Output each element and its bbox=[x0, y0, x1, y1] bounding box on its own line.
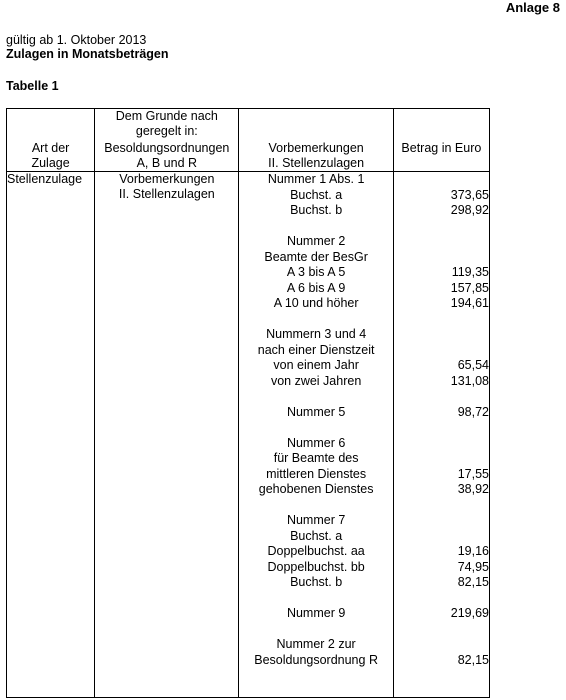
entry-amount: 17,55 bbox=[457, 466, 489, 481]
entry-amount-empty bbox=[394, 451, 489, 467]
entry-text: nach einer Dienstzeit bbox=[257, 342, 375, 357]
entry-text: A 10 und höher bbox=[273, 296, 359, 310]
header-top-col3 bbox=[239, 109, 393, 142]
header-col-pay-orders-line2: A, B und R bbox=[136, 156, 198, 170]
entry-text: Nummer 5 bbox=[286, 404, 346, 419]
cell-allowance-type: Stellenzulage bbox=[7, 172, 95, 698]
entry-amount-empty bbox=[394, 389, 489, 405]
header-col-preliminary-notes-line2: II. Stellenzulagen bbox=[268, 156, 365, 170]
entry-spacer bbox=[239, 312, 392, 328]
entry-amount-empty bbox=[394, 327, 489, 343]
allowance-table bbox=[6, 108, 490, 698]
entry-amount-empty bbox=[394, 343, 489, 359]
entry-amount-empty bbox=[394, 637, 489, 653]
entry-text: Buchst. a bbox=[290, 528, 343, 543]
entry-amount: 38,92 bbox=[457, 482, 489, 496]
entry-text: mittleren Dienstes bbox=[266, 466, 367, 481]
table-header-top-row bbox=[7, 109, 490, 142]
entry-amount-empty bbox=[394, 420, 489, 436]
cell-pay-orders-line2: II. Stellenzulagen bbox=[118, 187, 215, 201]
entry-text: gehobenen Dienstes bbox=[258, 482, 374, 496]
entry-amount-empty bbox=[394, 219, 489, 235]
entry-amount-empty bbox=[394, 172, 489, 188]
cell-preliminary-notes bbox=[239, 172, 393, 698]
entry-text: Nummer 7 bbox=[286, 513, 346, 527]
entry-text: Nummer 6 bbox=[286, 435, 346, 450]
entry-amount: 298,92 bbox=[450, 203, 489, 217]
header-top-col1 bbox=[7, 109, 95, 142]
header-col-type-line2: Zulage bbox=[31, 156, 70, 170]
header-col-preliminary-notes-line1: Vorbemerkungen bbox=[268, 141, 364, 155]
entry-amount-empty bbox=[394, 591, 489, 607]
entry-amount: 219,69 bbox=[450, 606, 489, 620]
entry-amount-empty bbox=[394, 436, 489, 452]
entry-amount-empty bbox=[394, 250, 489, 266]
entry-amount: 82,15 bbox=[457, 652, 489, 667]
entry-spacer bbox=[239, 591, 392, 607]
entry-text: von einem Jahr bbox=[273, 358, 359, 372]
entry-amount: 373,65 bbox=[450, 187, 489, 202]
table-label: Tabelle 1 bbox=[6, 79, 59, 93]
entry-amount: 82,15 bbox=[457, 575, 489, 589]
header-col-pay-orders bbox=[95, 141, 239, 172]
entry-spacer bbox=[239, 420, 392, 436]
header-top-col2-line2: geregelt in: bbox=[135, 124, 198, 138]
entry-amount: 119,35 bbox=[451, 265, 489, 279]
cell-amounts bbox=[393, 172, 489, 698]
cell-pay-orders-line1: Vorbemerkungen bbox=[119, 172, 215, 186]
entry-amount: 194,61 bbox=[450, 296, 489, 310]
entry-text: Besoldungsordnung R bbox=[254, 652, 378, 667]
entry-amount: 19,16 bbox=[457, 544, 489, 558]
header-col-amount-line1: Betrag in Euro bbox=[401, 141, 482, 155]
entry-text: Buchst. b bbox=[290, 575, 343, 589]
header-col-type-line1: Art der bbox=[31, 141, 70, 155]
entry-text: Nummer 1 Abs. 1 bbox=[267, 172, 365, 186]
entry-text: für Beamte des bbox=[273, 451, 359, 465]
header-top-col2-line1: Dem Grunde nach bbox=[115, 109, 218, 123]
entry-text: Buchst. a bbox=[290, 187, 343, 202]
entry-amount: 98,72 bbox=[457, 404, 489, 419]
entry-text: Nummer 9 bbox=[286, 606, 346, 620]
entry-amount: 157,85 bbox=[450, 280, 489, 295]
entry-text: Doppelbuchst. bb bbox=[267, 559, 365, 574]
header-col-type bbox=[7, 141, 95, 172]
entry-amount: 131,08 bbox=[450, 373, 489, 388]
entry-text: A 6 bis A 9 bbox=[286, 280, 346, 295]
header-top-col4 bbox=[393, 109, 489, 142]
header-col-amount bbox=[393, 141, 489, 172]
entry-amount-empty bbox=[394, 513, 489, 529]
entry-amount: 74,95 bbox=[457, 559, 489, 574]
table-header-row bbox=[7, 141, 490, 172]
entry-amount-empty bbox=[394, 312, 489, 328]
entry-spacer bbox=[239, 219, 392, 235]
entry-text: Nummer 2 bbox=[286, 234, 346, 248]
entry-amount: 65,54 bbox=[457, 358, 489, 372]
entry-amount-empty bbox=[394, 622, 489, 638]
document-title: Zulagen in Monatsbeträgen bbox=[6, 47, 169, 61]
header-col-preliminary-notes bbox=[239, 141, 393, 172]
entry-amount-empty bbox=[394, 234, 489, 250]
header-top-col2 bbox=[95, 109, 239, 142]
entry-amount-empty bbox=[394, 529, 489, 545]
entry-amount-empty bbox=[394, 498, 489, 514]
entry-text: Doppelbuchst. aa bbox=[267, 544, 365, 558]
entry-text: von zwei Jahren bbox=[270, 373, 362, 388]
attachment-label: Anlage 8 bbox=[505, 0, 560, 15]
validity-date: gültig ab 1. Oktober 2013 bbox=[6, 33, 147, 47]
entry-text: Nummern 3 und 4 bbox=[266, 327, 367, 341]
table-row bbox=[7, 172, 490, 698]
header-col-pay-orders-line1: Besoldungsordnungen bbox=[104, 141, 230, 155]
entry-spacer bbox=[239, 389, 392, 405]
entry-spacer bbox=[239, 498, 392, 514]
entry-text: Beamte der BesGr bbox=[264, 249, 368, 264]
entry-text: Nummer 2 zur bbox=[276, 637, 356, 651]
cell-pay-orders bbox=[95, 172, 239, 698]
entry-text: Buchst. b bbox=[290, 203, 343, 217]
entry-spacer bbox=[239, 622, 392, 638]
entry-text: A 3 bis A 5 bbox=[286, 265, 346, 279]
